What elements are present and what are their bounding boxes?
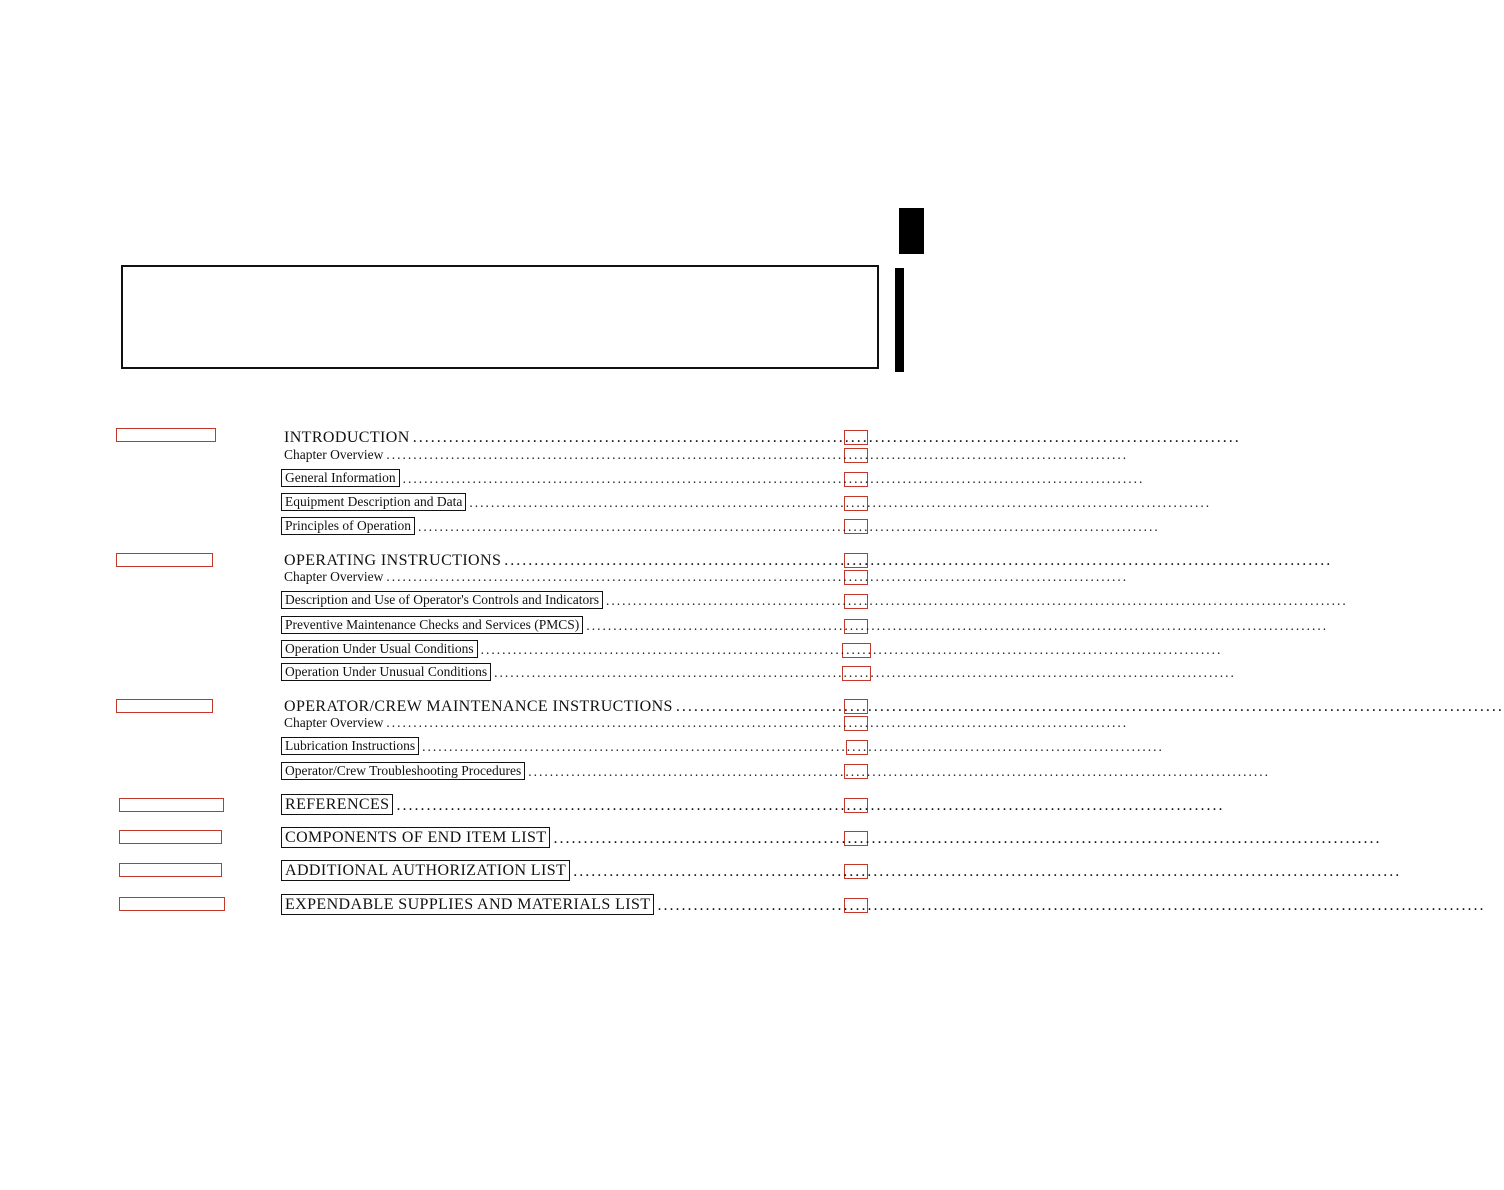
dot-leader: .......................................................................................................................................... (528, 764, 1270, 779)
dot-leader: .......................................................................................................................................... (553, 830, 1382, 847)
toc-entry-label: Equipment Description and Data (281, 493, 466, 511)
toc-entry-label: Chapter Overview (284, 715, 384, 730)
dot-leader: .......................................................................................................................................... (386, 447, 1129, 462)
toc-entry-label: General Information (281, 469, 400, 487)
toc-entry-label: Preventive Maintenance Checks and Services (PMCS) (281, 616, 583, 634)
toc-entry-label: Operation Under Usual Conditions (281, 640, 478, 658)
toc-entry-lubrication[interactable] (284, 737, 1164, 755)
dot-leader: .......................................................................................................................................... (422, 739, 1164, 754)
chapter-ref-box-2 (116, 553, 213, 567)
toc-entry-label: COMPONENTS OF END ITEM LIST (281, 827, 550, 848)
dot-leader: .......................................................................................................................................... (605, 593, 1348, 608)
dot-leader: .......................................................................................................................................... (417, 519, 1160, 534)
toc-entry-label: Operation Under Unusual Conditions (281, 663, 491, 681)
toc-entry-label: ADDITIONAL AUTHORIZATION LIST (281, 860, 570, 881)
dot-leader: .......................................................................................................................................... (657, 897, 1486, 914)
dot-leader: .......................................................................................................................................... (386, 715, 1129, 730)
toc-entry-unusual-conditions[interactable] (284, 663, 1236, 681)
dot-leader: .......................................................................................................................................... (386, 569, 1129, 584)
toc-entry-operating-instructions[interactable] (284, 551, 1333, 570)
dot-leader: .......................................................................................................................................... (675, 698, 1504, 715)
dot-leader: .......................................................................................................................................... (494, 665, 1236, 680)
toc-entry-chapter-overview[interactable] (284, 447, 1129, 463)
dot-leader: .......................................................................................................................................... (480, 642, 1223, 657)
toc-entry-label: Principles of Operation (281, 517, 415, 535)
toc-entry-chapter-overview[interactable] (284, 715, 1129, 731)
change-bar (895, 268, 904, 372)
toc-entry-label: REFERENCES (281, 794, 393, 815)
toc-entry-crew-maintenance[interactable] (284, 697, 1504, 716)
dot-leader: .......................................................................................................................................... (573, 863, 1402, 880)
toc-entry-controls-and-indicators[interactable] (284, 591, 1348, 609)
dot-leader: .......................................................................................................................................... (396, 797, 1225, 814)
toc-entry-label: OPERATOR/CREW MAINTENANCE INSTRUCTIONS (284, 698, 673, 715)
toc-entry-general-information[interactable] (284, 469, 1145, 487)
toc-entry-equipment-description[interactable] (284, 493, 1212, 511)
toc-entry-troubleshooting[interactable] (284, 762, 1270, 780)
toc-entry-expendable-supplies[interactable] (284, 894, 1486, 915)
header-box (121, 265, 879, 369)
toc-entry-label: EXPENDABLE SUPPLIES AND MATERIALS LIST (281, 894, 654, 915)
toc-entry-label: Operator/Crew Troubleshooting Procedures (281, 762, 525, 780)
toc-entry-label: OPERATING INSTRUCTIONS (284, 552, 502, 569)
appendix-ref-box-d (119, 897, 225, 911)
thumb-index-tab (899, 208, 924, 254)
toc-entry-chapter-overview[interactable] (284, 569, 1129, 585)
toc-entry-components-of-end-item[interactable] (284, 827, 1382, 848)
appendix-ref-box-b (119, 830, 222, 844)
toc-entry-usual-conditions[interactable] (284, 640, 1223, 658)
appendix-ref-box-c (119, 863, 222, 877)
dot-leader: .......................................................................................................................................... (469, 495, 1212, 510)
dot-leader: .......................................................................................................................................... (586, 618, 1329, 633)
toc-entry-label: Chapter Overview (284, 447, 384, 462)
dot-leader: .......................................................................................................................................... (402, 471, 1145, 486)
toc-entry-label: INTRODUCTION (284, 429, 410, 446)
chapter-ref-box-1 (116, 428, 216, 442)
toc-entry-pmcs[interactable] (284, 616, 1329, 634)
toc-entry-introduction[interactable] (284, 428, 1241, 447)
toc-entry-references[interactable] (284, 794, 1225, 815)
dot-leader: .......................................................................................................................................... (504, 552, 1333, 569)
dot-leader: .......................................................................................................................................... (412, 429, 1241, 446)
toc-entry-additional-authorization[interactable] (284, 860, 1402, 881)
chapter-ref-box-3 (116, 699, 213, 713)
toc-entry-label: Description and Use of Operator's Controls and Indicators (281, 591, 603, 609)
appendix-ref-box-a (119, 798, 224, 812)
toc-entry-principles-of-operation[interactable] (284, 517, 1160, 535)
toc-entry-label: Lubrication Instructions (281, 737, 419, 755)
toc-entry-label: Chapter Overview (284, 569, 384, 584)
